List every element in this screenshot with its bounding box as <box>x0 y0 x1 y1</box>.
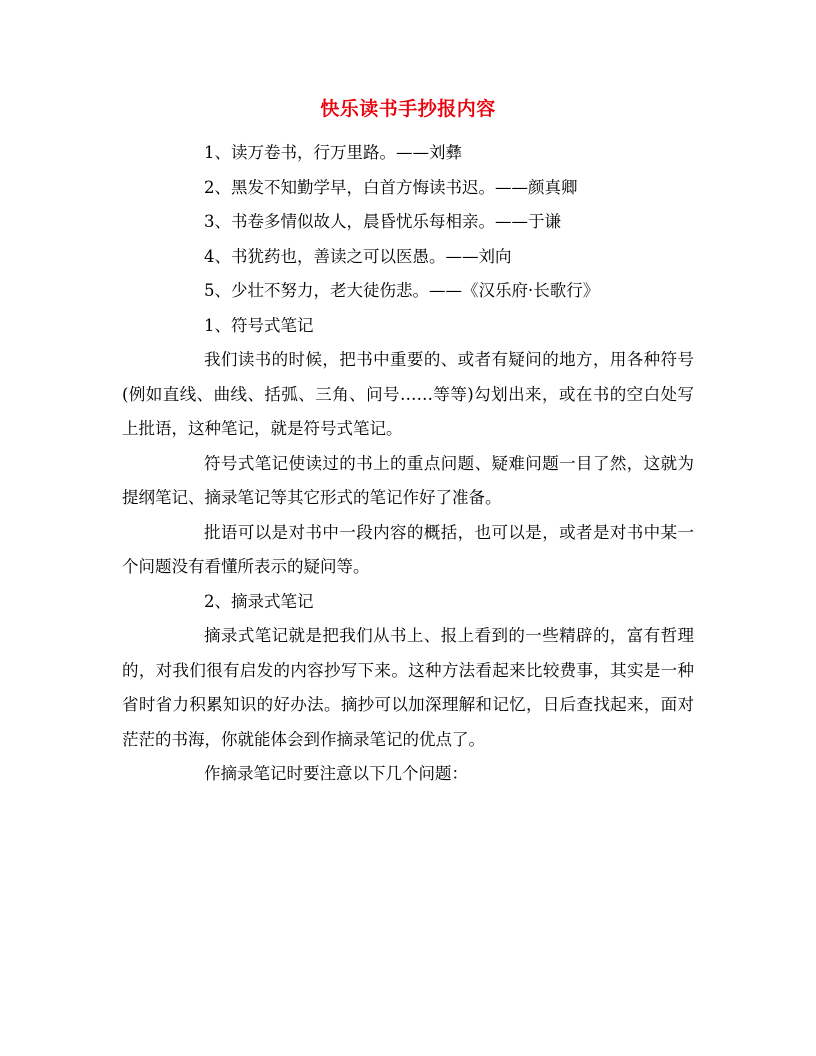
quote-item: 4、书犹药也，善读之可以医愚。——刘向 <box>204 246 512 266</box>
body-paragraph: 符号式笔记使读过的书上的重点问题、疑难问题一目了然，这就为提纲笔记、摘录笔记等其它形式的笔记作好了准备。 <box>122 453 694 507</box>
body-paragraph: 作摘录笔记时要注意以下几个问题： <box>204 764 468 783</box>
body-paragraph: 摘录式笔记就是把我们从书上、报上看到的一些精辟的，富有哲理的，对我们很有启发的内容抄写下来。这种方法看起来比较费事，其实是一种省时省力积累知识的好办法。摘抄可以加深理解和记忆，日后查找起来，面对茫茫的书海，你就能体会到作摘录笔记的优点了。 <box>122 626 694 749</box>
quote-item: 2、黑发不知勤学早，白首方悔读书迟。——颜真卿 <box>204 177 578 197</box>
body-paragraph: 我们读书的时候，把书中重要的、或者有疑问的地方，用各种符号(例如直线、曲线、括弧、三角、问号……等等)勾划出来，或在书的空白处写上批语，这种笔记，就是符号式笔记。 <box>122 350 694 438</box>
quote-item: 5、少壮不努力，老大徒伤悲。——《汉乐府·长歌行》 <box>204 281 600 300</box>
quote-item: 1、读万卷书，行万里路。——刘彝 <box>204 143 462 162</box>
document-body <box>122 136 694 792</box>
section-heading: 1、符号式笔记 <box>204 315 314 335</box>
quote-item: 3、书卷多情似故人，晨昏忧乐每相亲。——于谦 <box>204 212 561 231</box>
body-paragraph: 批语可以是对书中一段内容的概括，也可以是，或者是对书中某一个问题没有看懂所表示的疑问等。 <box>122 522 694 576</box>
section-heading: 2、摘录式笔记 <box>204 591 314 611</box>
document-title: 快乐读书手抄报内容 <box>320 98 496 120</box>
